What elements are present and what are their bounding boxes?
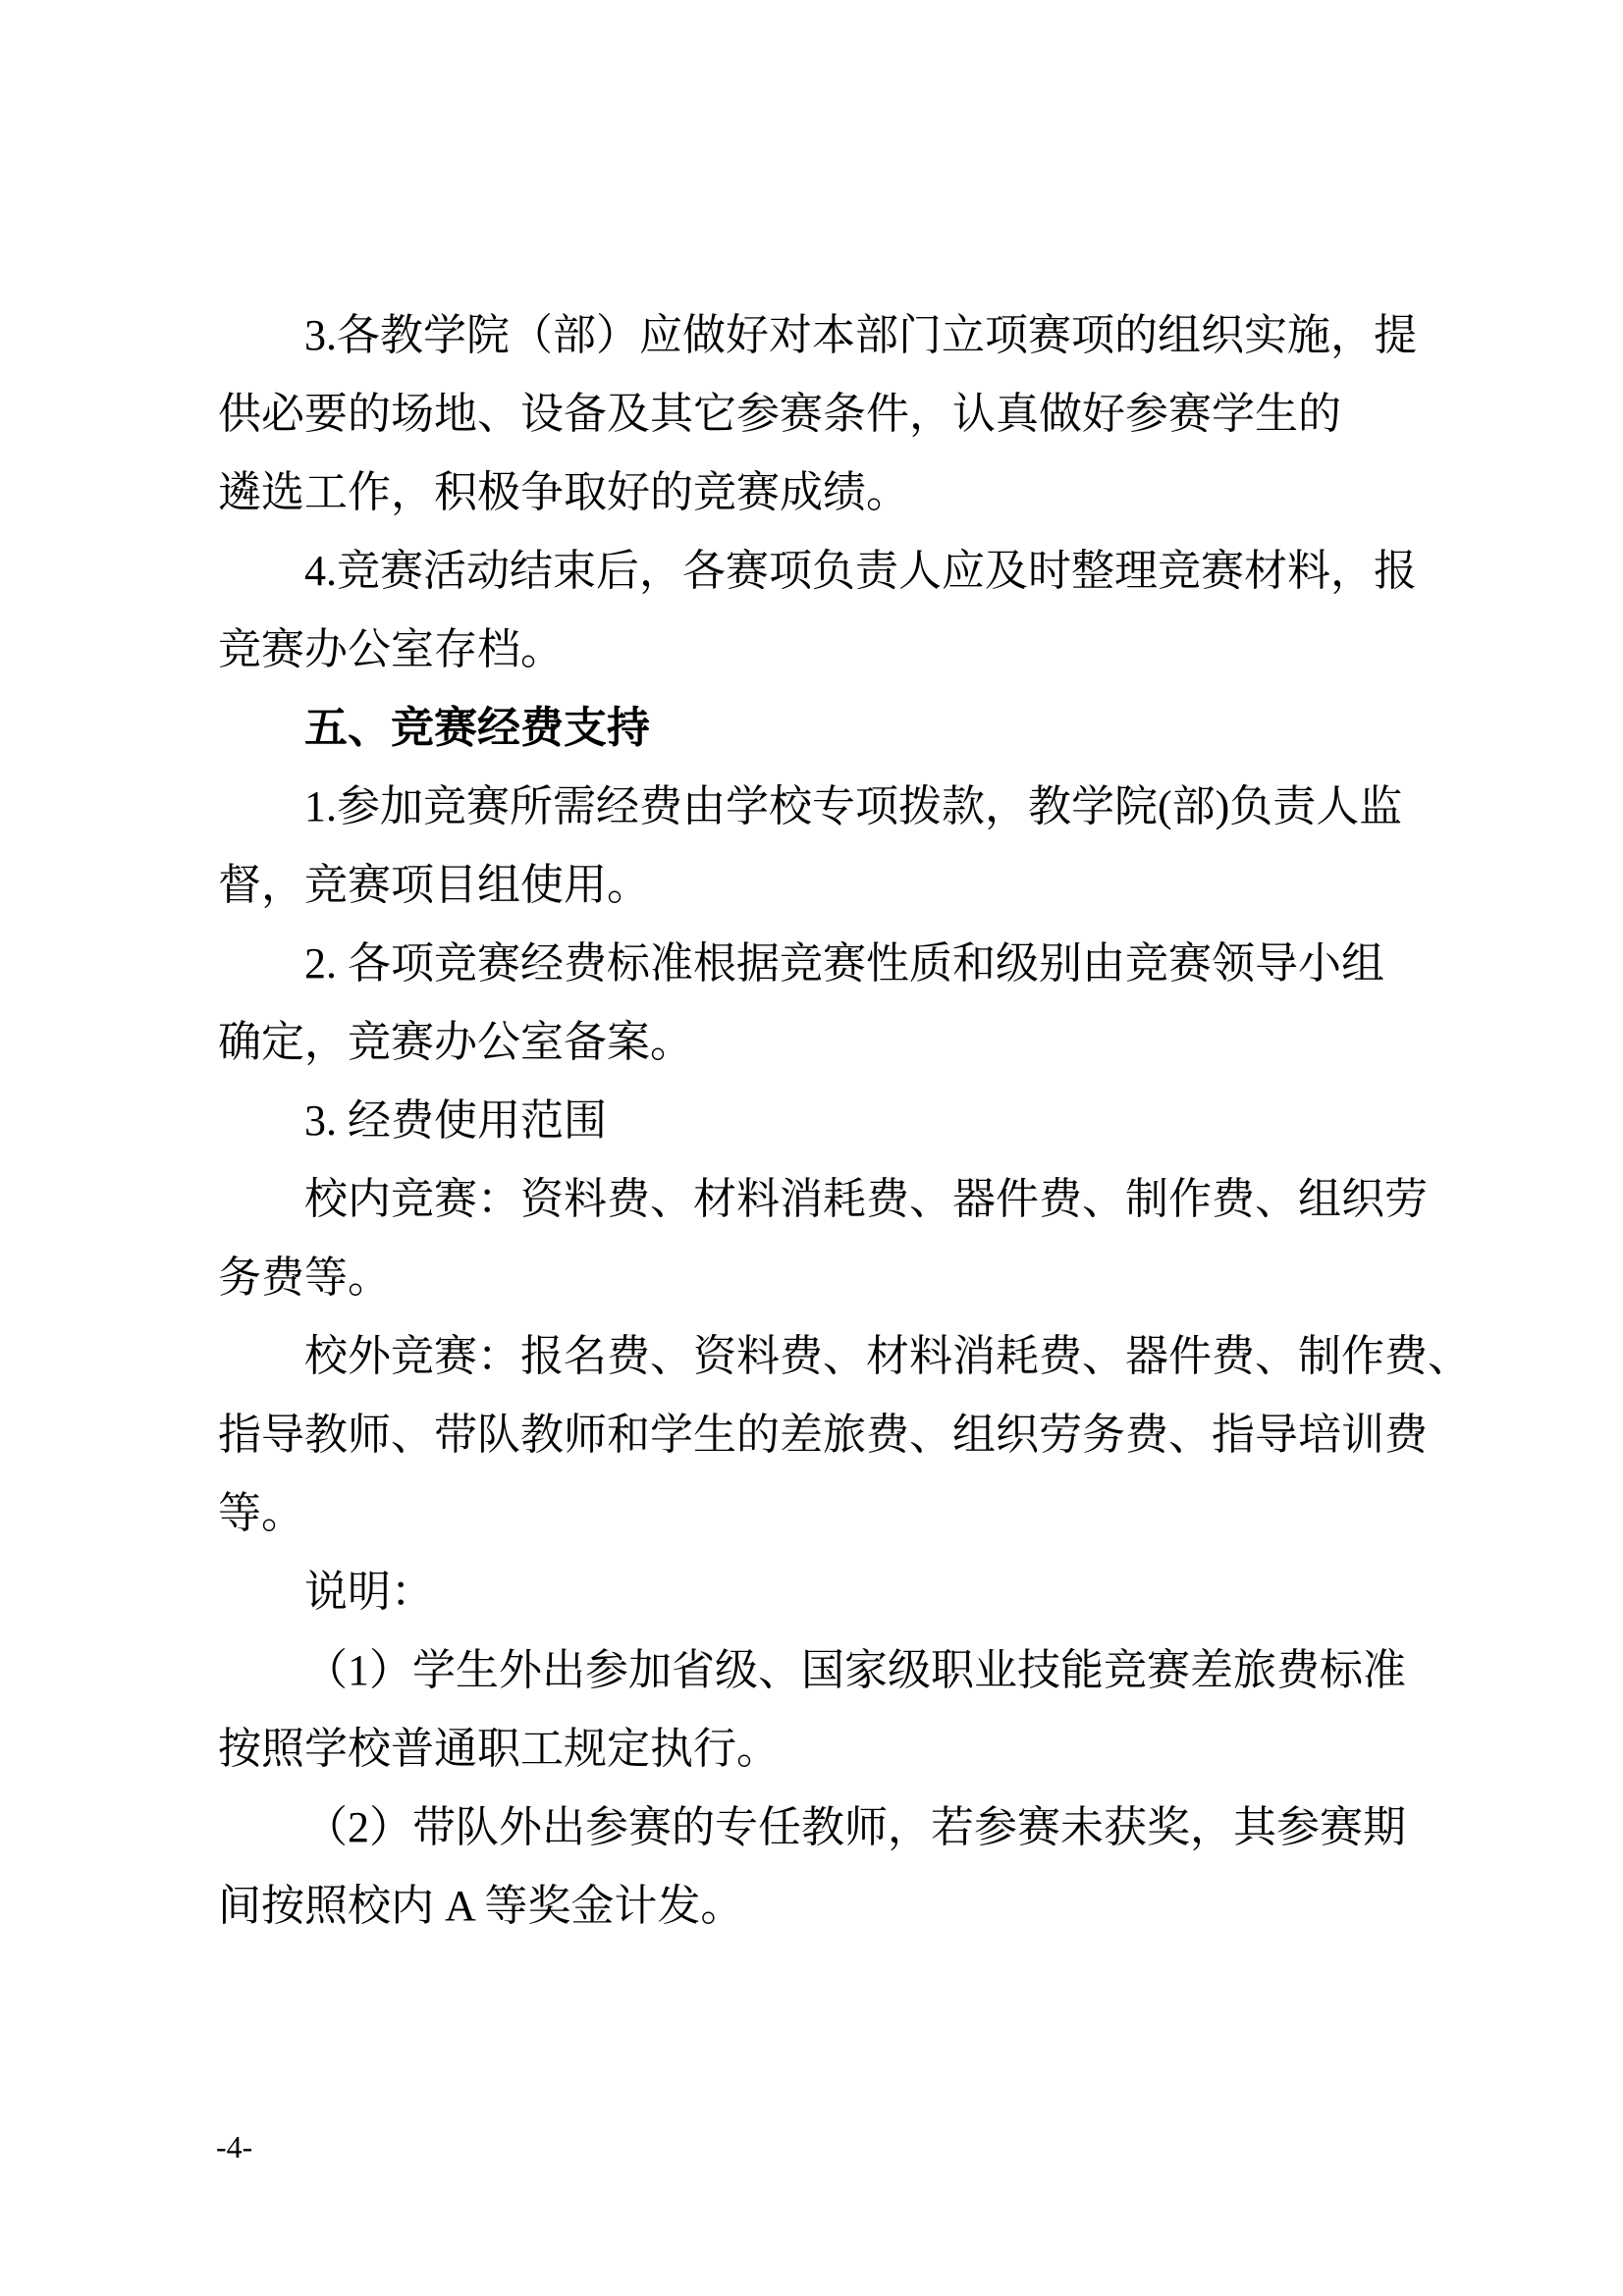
text-line: 4.竞赛活动结束后，各赛项负责人应及时整理竞赛材料，报 <box>304 547 1417 595</box>
text-line: （2）带队外出参赛的专任教师，若参赛未获奖，其参赛期 <box>304 1803 1406 1851</box>
text-line: 督，竞赛项目组使用。 <box>218 861 650 909</box>
text-line: 2. 各项竞赛经费标准根据竞赛性质和级别由竞赛领导小组 <box>304 939 1384 988</box>
text-line: 务费等。 <box>218 1254 391 1302</box>
text-line: 校内竞赛：资料费、材料消耗费、器件费、制作费、组织劳 <box>304 1175 1428 1223</box>
section-heading: 五、竞赛经费支持 <box>304 704 650 752</box>
text-line: 遴选工作，积极争取好的竞赛成绩。 <box>218 468 909 516</box>
document-body <box>218 296 1471 1946</box>
text-line: 3. 经费使用范围 <box>304 1096 607 1145</box>
page-number: -4- <box>216 2129 253 2164</box>
text-line: 确定，竞赛办公室备案。 <box>218 1018 693 1066</box>
text-line: 1.参加竞赛所需经费由学校专项拨款，教学院(部)负责人监 <box>304 782 1403 830</box>
text-line: 竞赛办公室存档。 <box>218 625 564 673</box>
text-line: 说明： <box>304 1568 434 1616</box>
text-line: 间按照校内 A 等奖金计发。 <box>218 1882 744 1930</box>
text-line: （1）学生外出参加省级、国家级职业技能竞赛差旅费标准 <box>304 1646 1406 1694</box>
text-line: 按照学校普通职工规定执行。 <box>218 1725 780 1773</box>
text-line: 指导教师、带队教师和学生的差旅费、组织劳务费、指导培训费 <box>218 1411 1428 1459</box>
text-line: 校外竞赛：报名费、资料费、材料消耗费、器件费、制作费、 <box>304 1332 1471 1380</box>
text-line: 3.各教学院（部）应做好对本部门立项赛项的组织实施，提 <box>304 311 1417 359</box>
text-line: 供必要的场地、设备及其它参赛条件，认真做好参赛学生的 <box>218 390 1341 438</box>
text-line: 等。 <box>218 1489 304 1537</box>
